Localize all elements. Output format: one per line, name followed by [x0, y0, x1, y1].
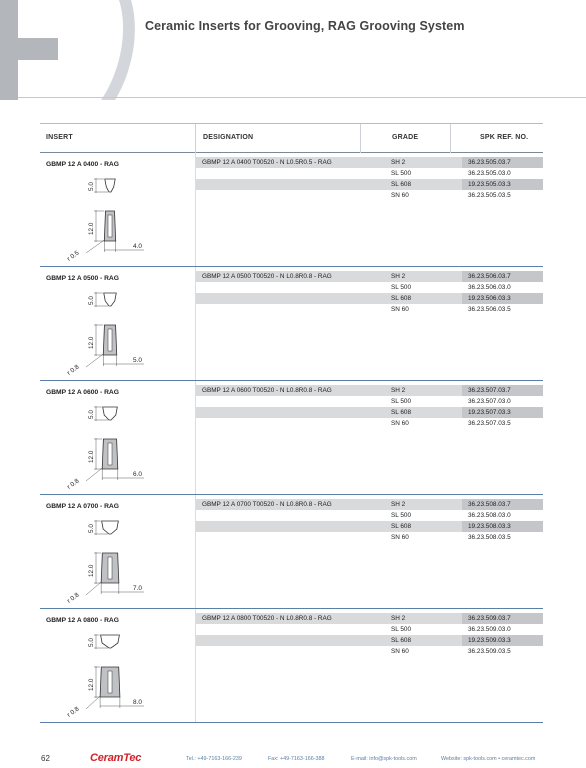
insert-top-view	[102, 521, 119, 534]
grade-cell: SN 60	[391, 420, 409, 427]
header-separator	[195, 124, 196, 153]
table-header	[40, 123, 543, 153]
ref-number-cell: 36.23.507.03.7	[468, 387, 511, 394]
ref-number-cell: 36.23.505.03.5	[468, 192, 511, 199]
table-row	[196, 271, 543, 282]
footer-email[interactable]: E-mail: info@spk-tools.com	[351, 756, 417, 762]
table-row	[196, 168, 543, 179]
insert-top-view	[104, 293, 117, 306]
grade-cell: SL 500	[391, 512, 412, 519]
ref-number-cell: 36.23.509.03.0	[468, 626, 511, 633]
radius-leader	[86, 240, 104, 253]
table-row	[196, 385, 543, 396]
grade-cell: SL 608	[391, 409, 412, 416]
insert-drawing	[58, 281, 178, 379]
grade-cell: SL 608	[391, 295, 412, 302]
insert-group	[40, 267, 543, 381]
table-row	[196, 499, 543, 510]
brand-graphic	[0, 0, 140, 100]
insert-name: GBMP 12 A 0600 - RAG	[46, 389, 119, 396]
insert-top-view	[105, 179, 115, 192]
radius-leader	[86, 468, 102, 481]
table-row	[196, 293, 543, 304]
header-ref: SPK REF. NO.	[480, 134, 529, 141]
table-row	[196, 613, 543, 624]
insert-name: GBMP 12 A 0500 - RAG	[46, 275, 119, 282]
header-separator	[360, 124, 361, 153]
designation-cell: GBMP 12 A 0800 T00520 - N L0.8R0.8 - RAG	[202, 615, 332, 622]
header-insert: INSERT	[46, 134, 73, 141]
grade-cell: SL 500	[391, 626, 412, 633]
width-dimension: 5.0	[133, 357, 142, 364]
height-dimension: 5.0	[88, 296, 95, 305]
grade-cell: SL 608	[391, 523, 412, 530]
variant-rows	[196, 499, 543, 543]
insert-table	[40, 123, 543, 723]
insert-clamp-slot	[108, 671, 112, 693]
radius-dimension: r 0.8	[66, 363, 81, 377]
header-grade: GRADE	[392, 134, 419, 141]
table-row	[196, 157, 543, 168]
grade-cell: SL 608	[391, 181, 412, 188]
table-row	[196, 396, 543, 407]
table-row	[196, 418, 543, 429]
length-dimension: 12.0	[88, 678, 95, 691]
ref-number-cell: 36.23.508.03.7	[468, 501, 511, 508]
ref-number-cell: 36.23.506.03.5	[468, 306, 511, 313]
designation-cell: GBMP 12 A 0500 T00520 - N L0.8R0.8 - RAG	[202, 273, 332, 280]
table-row	[196, 532, 543, 543]
header-designation: DESIGNATION	[203, 134, 254, 141]
ref-number-cell: 36.23.508.03.5	[468, 534, 511, 541]
length-dimension: 12.0	[88, 222, 95, 235]
ref-number-cell: 19.23.507.03.3	[468, 409, 511, 416]
page-title: Ceramic Inserts for Grooving, RAG Grooving System	[145, 19, 465, 33]
brand-logo: CeramTec	[90, 752, 142, 764]
insert-top-view	[103, 407, 118, 420]
table-row	[196, 646, 543, 657]
designation-cell: GBMP 12 A 0700 T00520 - N L0.8R0.8 - RAG	[202, 501, 332, 508]
radius-dimension: r 0.8	[66, 705, 81, 719]
radius-leader	[86, 582, 101, 595]
grade-cell: SH 2	[391, 387, 406, 394]
insert-drawing	[58, 167, 178, 265]
table-row	[196, 282, 543, 293]
radius-leader	[86, 354, 103, 367]
insert-clamp-slot	[108, 557, 112, 579]
insert-group	[40, 381, 543, 495]
insert-top-view	[101, 635, 120, 648]
header-rule	[18, 97, 586, 98]
table-row	[196, 635, 543, 646]
footer	[0, 752, 586, 766]
ref-number-cell: 36.23.507.03.0	[468, 398, 511, 405]
table-row	[196, 510, 543, 521]
grade-cell: SL 500	[391, 170, 412, 177]
width-dimension: 4.0	[133, 243, 142, 250]
grade-cell: SL 500	[391, 398, 412, 405]
ref-number-cell: 36.23.505.03.7	[468, 159, 511, 166]
ref-number-cell: 36.23.505.03.0	[468, 170, 511, 177]
radius-dimension: r 0.5	[66, 249, 81, 263]
ref-number-cell: 19.23.509.03.3	[468, 637, 511, 644]
grade-cell: SH 2	[391, 615, 406, 622]
grade-cell: SN 60	[391, 648, 409, 655]
ref-number-cell: 36.23.509.03.5	[468, 648, 511, 655]
variant-rows	[196, 157, 543, 201]
variant-rows	[196, 385, 543, 429]
designation-cell: GBMP 12 A 0600 T00520 - N L0.8R0.8 - RAG	[202, 387, 332, 394]
variant-rows	[196, 271, 543, 315]
table-row	[196, 304, 543, 315]
insert-group	[40, 609, 543, 723]
radius-leader	[86, 696, 100, 709]
height-dimension: 5.0	[88, 638, 95, 647]
page-number: 62	[41, 754, 50, 763]
ref-number-cell: 36.23.507.03.5	[468, 420, 511, 427]
ref-number-cell: 36.23.509.03.7	[468, 615, 511, 622]
ref-number-cell: 19.23.508.03.3	[468, 523, 511, 530]
length-dimension: 12.0	[88, 450, 95, 463]
ref-number-cell: 36.23.506.03.0	[468, 284, 511, 291]
table-row	[196, 179, 543, 190]
footer-fax: Fax: +49-7163-166-388	[268, 756, 325, 762]
radius-dimension: r 0.8	[66, 477, 81, 491]
grade-cell: SN 60	[391, 534, 409, 541]
width-dimension: 6.0	[133, 471, 142, 478]
footer-website[interactable]: Website: spk-tools.com • ceramtec.com	[441, 756, 536, 762]
variant-rows	[196, 613, 543, 657]
grade-cell: SH 2	[391, 273, 406, 280]
grade-cell: SN 60	[391, 192, 409, 199]
ref-number-cell: 36.23.508.03.0	[468, 512, 511, 519]
grade-cell: SH 2	[391, 159, 406, 166]
ref-number-cell: 19.23.505.03.3	[468, 181, 511, 188]
insert-name: GBMP 12 A 0700 - RAG	[46, 503, 119, 510]
grade-cell: SL 608	[391, 637, 412, 644]
table-row	[196, 624, 543, 635]
header-separator	[450, 124, 451, 153]
ref-number-cell: 19.23.506.03.3	[468, 295, 511, 302]
table-row	[196, 190, 543, 201]
table-row	[196, 521, 543, 532]
table-row	[196, 407, 543, 418]
length-dimension: 12.0	[88, 564, 95, 577]
width-dimension: 7.0	[133, 585, 142, 592]
grade-cell: SL 500	[391, 284, 412, 291]
insert-drawing	[58, 623, 178, 721]
brand-graphic-arc	[0, 0, 140, 100]
radius-dimension: r 0.8	[66, 591, 81, 605]
insert-name: GBMP 12 A 0800 - RAG	[46, 617, 119, 624]
height-dimension: 5.0	[88, 182, 95, 191]
width-dimension: 8.0	[133, 699, 142, 706]
insert-drawing	[58, 395, 178, 493]
insert-clamp-slot	[108, 329, 112, 351]
grade-cell: SN 60	[391, 306, 409, 313]
length-dimension: 12.0	[88, 336, 95, 349]
footer-tel: Tel.: +49-7163-166-239	[186, 756, 242, 762]
height-dimension: 5.0	[88, 410, 95, 419]
insert-group	[40, 153, 543, 267]
designation-cell: GBMP 12 A 0400 T00520 - N L0.5R0.5 - RAG	[202, 159, 332, 166]
height-dimension: 5.0	[88, 524, 95, 533]
insert-name: GBMP 12 A 0400 - RAG	[46, 161, 119, 168]
insert-clamp-slot	[108, 443, 112, 465]
grade-cell: SH 2	[391, 501, 406, 508]
insert-group	[40, 495, 543, 609]
insert-clamp-slot	[108, 215, 112, 237]
ref-number-cell: 36.23.506.03.7	[468, 273, 511, 280]
insert-drawing	[58, 509, 178, 607]
insert-groups	[40, 153, 543, 723]
